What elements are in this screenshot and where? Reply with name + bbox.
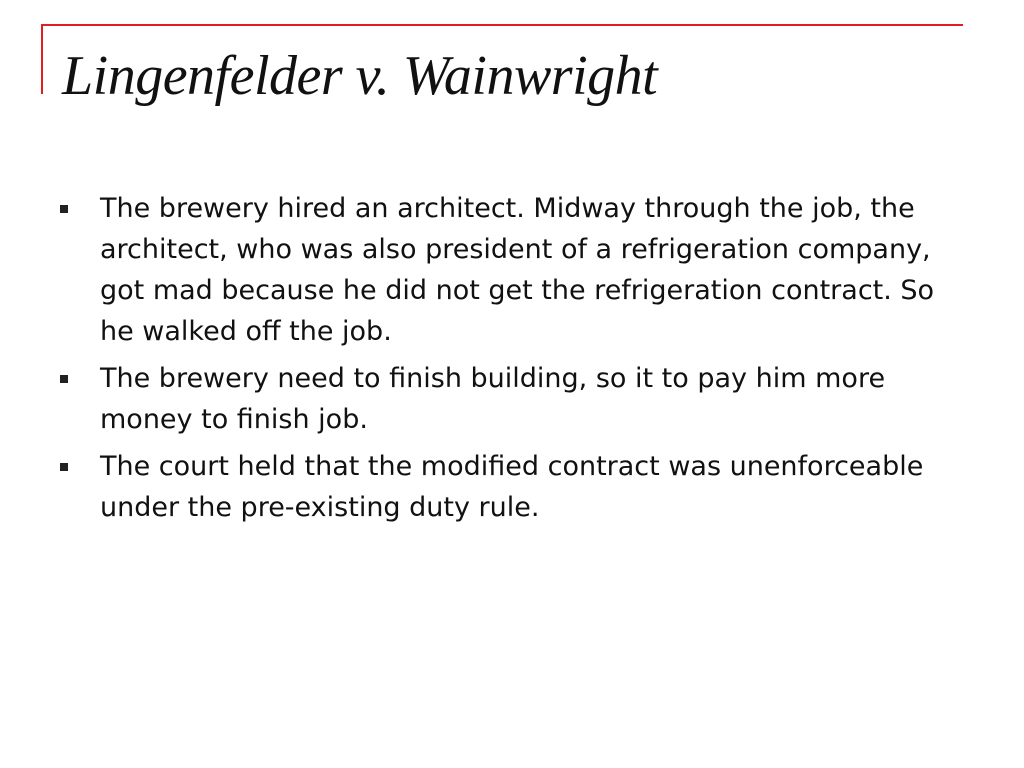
- bullet-item: [56, 358, 956, 440]
- square-bullet-icon: [60, 205, 68, 213]
- square-bullet-icon: [60, 463, 68, 471]
- bullet-item: [56, 446, 956, 528]
- bullet-list: [56, 188, 956, 534]
- bullet-text: The court held that the modified contract was unenforceable under the pre-existing duty rule.: [100, 451, 924, 523]
- bullet-text: The brewery hired an architect. Midway through the job, the architect, who was also president of a refrigeration company, got mad because he did not get the refrigeration contract. So he walked off the job.: [100, 193, 935, 347]
- accent-line-vertical: [41, 24, 43, 94]
- bullet-text: The brewery need to finish building, so it to pay him more money to finish job.: [100, 363, 886, 435]
- square-bullet-icon: [60, 375, 68, 383]
- accent-line-horizontal: [41, 24, 963, 26]
- slide-title: Lingenfelder v. Wainwright: [62, 45, 658, 107]
- bullet-item: [56, 188, 956, 352]
